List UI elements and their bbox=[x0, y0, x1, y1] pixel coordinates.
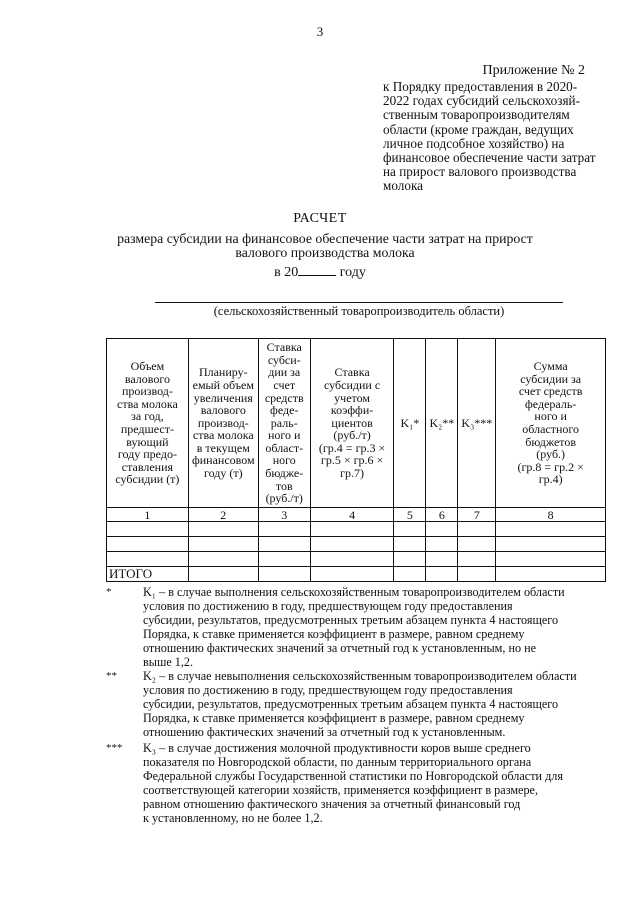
table-cell bbox=[394, 567, 426, 582]
table-cell bbox=[188, 552, 258, 567]
footnote-line: K₁ – в случае выполнения сельскохозяйственным товаропроизводителем области bbox=[143, 585, 565, 599]
document-subtitle bbox=[110, 232, 540, 260]
header-line: Ставка bbox=[334, 365, 370, 380]
column-number: 7 bbox=[458, 508, 496, 522]
table-cell bbox=[107, 552, 189, 567]
appendix-line: на прирост валового производства bbox=[383, 164, 577, 180]
header-line: ного bbox=[272, 453, 296, 468]
header-line: циентов bbox=[331, 415, 373, 430]
total-label: ИТОГО bbox=[107, 567, 189, 582]
header-line: счет bbox=[273, 377, 296, 392]
column-number: 2 bbox=[188, 508, 258, 522]
footnote-text bbox=[143, 585, 616, 669]
header-line: K₁* bbox=[400, 415, 420, 430]
footnote-line: соответствующей категории хозяйств, применяется коэффициент в размере, bbox=[143, 783, 539, 797]
header-line: ставления bbox=[121, 459, 174, 474]
header-line: област- bbox=[265, 440, 304, 455]
header-line: ного и bbox=[268, 428, 301, 443]
appendix-line: области (кроме граждан, ведущих bbox=[383, 121, 574, 137]
year-blank bbox=[298, 263, 336, 276]
table-cell bbox=[458, 537, 496, 552]
header-line: феде- bbox=[270, 403, 299, 418]
header-line: бюджетов bbox=[525, 434, 577, 449]
header-line: (руб./т) bbox=[265, 491, 303, 506]
table-cell bbox=[310, 567, 394, 582]
year-prefix: в 20 bbox=[274, 265, 299, 280]
header-line: (гр.4 = гр.3 × bbox=[318, 440, 386, 455]
table-cell bbox=[458, 567, 496, 582]
table-cell bbox=[496, 567, 606, 582]
footnote-k1 bbox=[106, 585, 616, 669]
table-cell bbox=[394, 552, 426, 567]
calculation-table bbox=[106, 338, 606, 582]
footnote-k3 bbox=[106, 741, 616, 825]
header-line: валового bbox=[124, 371, 170, 386]
table-cell bbox=[458, 552, 496, 567]
header-line: федераль- bbox=[525, 396, 577, 411]
header-cell bbox=[310, 339, 394, 508]
table-cell bbox=[258, 537, 310, 552]
footnote-mark: *** bbox=[106, 742, 123, 754]
table-row bbox=[107, 522, 606, 537]
appendix-line: финансовое обеспечение части затрат bbox=[383, 150, 596, 166]
table-cell bbox=[394, 522, 426, 537]
table-cell bbox=[258, 552, 310, 567]
column-number: 4 bbox=[310, 508, 394, 522]
appendix-reference bbox=[383, 80, 615, 194]
footnote-line: K₂ – в случае невыполнения сельскохозяйственным товаропроизводителем области bbox=[143, 669, 577, 683]
header-line: увеличения bbox=[193, 390, 253, 405]
footnote-line: K₃ – в случае достижения молочной продуктивности коров выше среднего bbox=[143, 741, 531, 755]
header-line: субсидии за bbox=[520, 371, 582, 386]
header-line: дии за bbox=[268, 365, 301, 380]
table-header-row bbox=[107, 339, 606, 508]
header-line: раль- bbox=[270, 415, 298, 430]
header-line: учетом bbox=[334, 390, 370, 405]
total-row bbox=[107, 567, 606, 582]
document-title: РАСЧЕТ bbox=[293, 211, 347, 226]
header-line: субсидии с bbox=[324, 377, 381, 392]
header-line: K₂** bbox=[429, 415, 455, 430]
table-row bbox=[107, 552, 606, 567]
header-line: тов bbox=[275, 478, 293, 493]
column-number: 5 bbox=[394, 508, 426, 522]
header-line: ного и bbox=[534, 409, 567, 424]
header-line: субсидии (т) bbox=[115, 472, 180, 487]
appendix-line: к Порядку предоставления в 2020- bbox=[383, 79, 578, 94]
table-cell bbox=[496, 552, 606, 567]
footnote-text bbox=[143, 669, 616, 739]
producer-caption: (сельскохозяйственный товаропроизводитель области) bbox=[213, 304, 505, 318]
footnote-line: условия по достижению в году, предшествующем году предоставления bbox=[143, 683, 513, 697]
table-cell bbox=[188, 567, 258, 582]
table-cell bbox=[426, 522, 458, 537]
header-cell bbox=[426, 339, 458, 508]
appendix-line: 2022 годах субсидий сельскохозяй- bbox=[383, 93, 580, 109]
table-cell bbox=[107, 537, 189, 552]
table-cell bbox=[458, 522, 496, 537]
footnote-line: отношению фактических значений за отчетный год к установленным. bbox=[143, 725, 506, 739]
footnote-k2 bbox=[106, 669, 616, 739]
table-cell bbox=[394, 537, 426, 552]
footnote-line: субсидии, результатов, предусмотренных третьим абзацем пункта 4 настоящего bbox=[143, 613, 559, 627]
footnote-line: равном отношению фактического значения за отчетный финансовый год bbox=[143, 797, 521, 811]
header-line: Ставка bbox=[266, 340, 302, 355]
header-line: (руб.) bbox=[536, 447, 566, 462]
header-line: (руб./т) bbox=[333, 428, 371, 443]
year-suffix: году bbox=[339, 265, 366, 280]
header-cell bbox=[496, 339, 606, 508]
footnote-line: к установленному, но не более 1,2. bbox=[143, 811, 323, 825]
table-cell bbox=[496, 537, 606, 552]
header-line: счет средств bbox=[518, 384, 583, 399]
producer-signature-line bbox=[155, 302, 563, 303]
table-cell bbox=[310, 537, 394, 552]
appendix-line: ственным товаропроизводителям bbox=[383, 107, 570, 123]
table-cell bbox=[496, 522, 606, 537]
column-number: 3 bbox=[258, 508, 310, 522]
table-cell bbox=[188, 537, 258, 552]
header-line: областного bbox=[522, 422, 580, 436]
header-line: валового bbox=[200, 403, 246, 418]
footnote-mark: ** bbox=[106, 670, 117, 682]
table-cell bbox=[107, 522, 189, 537]
header-line: Сумма bbox=[533, 359, 568, 374]
header-line: емый объем bbox=[192, 377, 254, 392]
header-cell bbox=[458, 339, 496, 508]
header-line: за год, bbox=[131, 409, 164, 424]
footnote-line: показателя по Новгородской области, по данным территориального органа bbox=[143, 755, 532, 769]
header-line: в текущем bbox=[196, 440, 250, 455]
table-cell bbox=[426, 552, 458, 567]
footnote-line: Федеральной службы Государственной статистики по Новгородской области для bbox=[143, 769, 563, 783]
year-line bbox=[0, 263, 640, 281]
table-row bbox=[107, 537, 606, 552]
footnote-line: отношению фактических значений за отчетный год к установленным, но не bbox=[143, 641, 537, 655]
column-number: 8 bbox=[496, 508, 606, 522]
header-line: (гр.8 = гр.2 × bbox=[517, 459, 584, 474]
footnote-line: условия по достижению в году, предшествующем году предоставления bbox=[143, 599, 513, 613]
table-cell bbox=[310, 522, 394, 537]
header-line: гр.4) bbox=[538, 472, 563, 487]
footnote-line: Порядка, к ставке применяется коэффициент в размере, равном среднему bbox=[143, 711, 525, 725]
footnote-line: Порядка, к ставке применяется коэффициент в размере, равном среднему bbox=[143, 627, 525, 641]
appendix-title: Приложение № 2 bbox=[482, 63, 585, 78]
table-cell bbox=[188, 522, 258, 537]
header-line: гр.5 × гр.6 × bbox=[320, 453, 384, 468]
header-line: Объем bbox=[130, 359, 165, 374]
footnote-mark: * bbox=[106, 586, 112, 598]
header-line: ства молока bbox=[192, 428, 254, 443]
table-cell bbox=[426, 567, 458, 582]
page-number: 3 bbox=[316, 24, 324, 39]
header-line: вующий bbox=[126, 434, 169, 449]
header-line: финансовом bbox=[191, 453, 255, 468]
header-line: средств bbox=[264, 390, 304, 405]
table-cell bbox=[258, 567, 310, 582]
header-line: бюдже- bbox=[265, 466, 304, 481]
appendix-line: личное подсобное хозяйство) на bbox=[383, 135, 565, 151]
footnote-text bbox=[143, 741, 616, 825]
subtitle-line: размера субсидии на финансовое обеспечение части затрат на прирост bbox=[117, 231, 533, 246]
header-line: году (т) bbox=[203, 466, 243, 481]
column-number-row bbox=[107, 508, 606, 522]
footnote-line: выше 1,2. bbox=[143, 655, 194, 669]
header-cell bbox=[394, 339, 426, 508]
table-cell bbox=[310, 552, 394, 567]
footnote-line: субсидии, результатов, предусмотренных третьим абзацем пункта 4 настоящего bbox=[143, 697, 559, 711]
header-line: производ- bbox=[197, 415, 249, 430]
table-cell bbox=[258, 522, 310, 537]
header-line: ства молока bbox=[117, 396, 178, 411]
header-cell bbox=[188, 339, 258, 508]
header-line: Планиру- bbox=[198, 365, 248, 380]
header-line: субси- bbox=[267, 352, 301, 367]
header-line: K₃*** bbox=[461, 415, 493, 430]
header-line: производ- bbox=[121, 384, 173, 399]
subtitle-line: валового производства молока bbox=[235, 245, 415, 260]
table-cell bbox=[426, 537, 458, 552]
header-cell bbox=[107, 339, 189, 508]
header-line: коэффи- bbox=[330, 403, 374, 418]
column-number: 6 bbox=[426, 508, 458, 522]
appendix-line: молока bbox=[383, 178, 424, 194]
header-line: году предо- bbox=[117, 447, 177, 462]
header-line: предшест- bbox=[120, 422, 174, 436]
header-cell bbox=[258, 339, 310, 508]
header-line: гр.7) bbox=[340, 466, 365, 481]
column-number: 1 bbox=[107, 508, 189, 522]
